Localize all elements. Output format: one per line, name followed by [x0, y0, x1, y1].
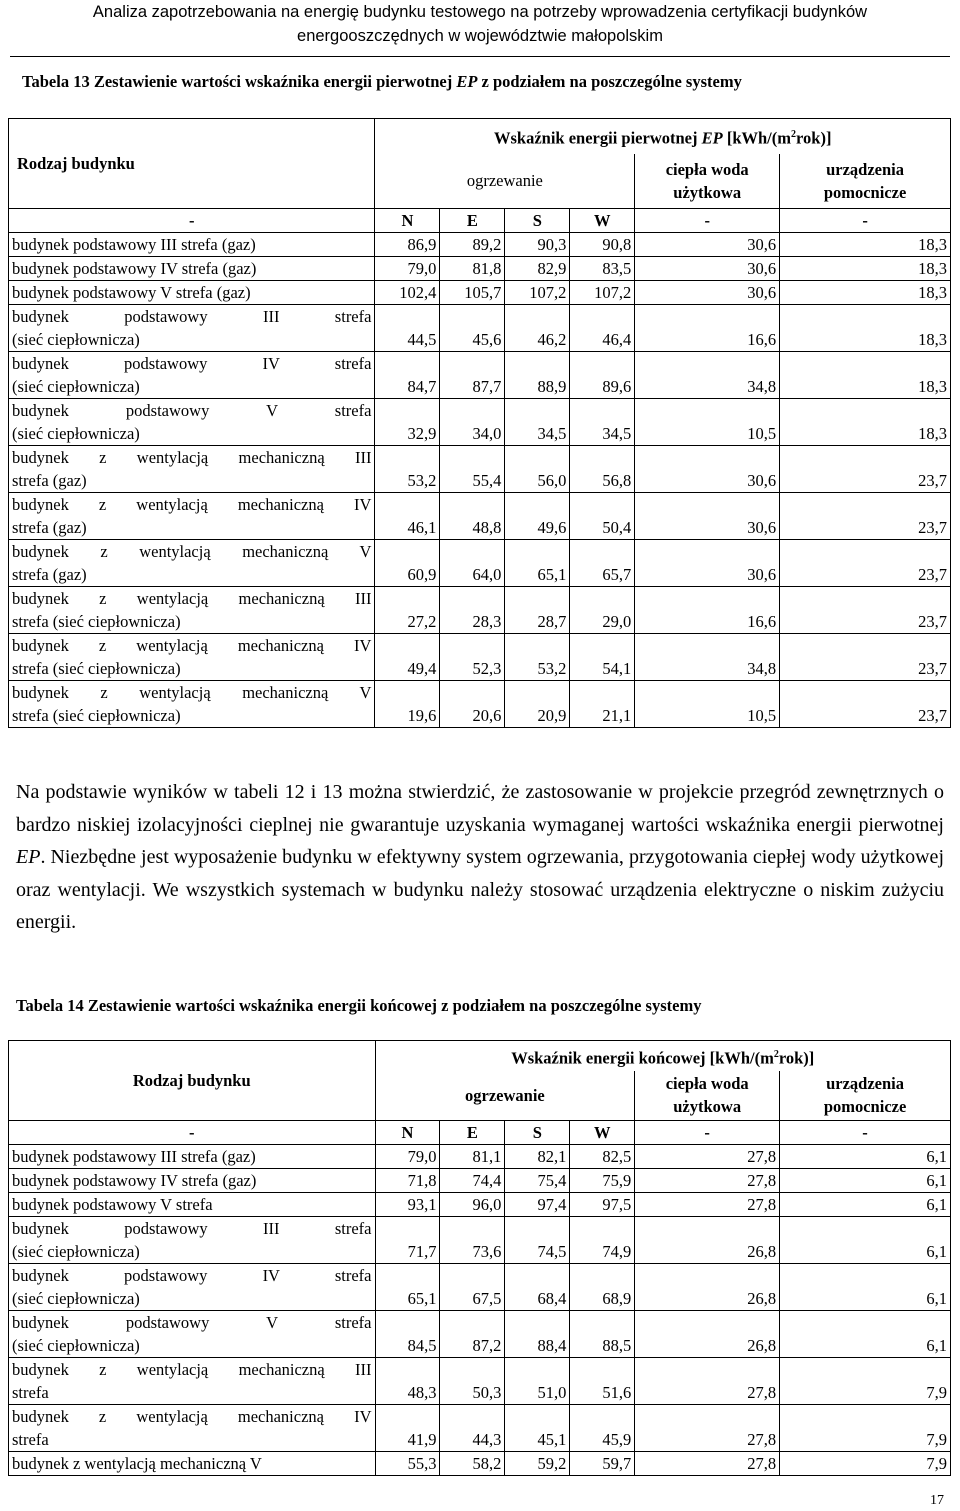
table14-col-heating: ogrzewanie: [375, 1071, 635, 1121]
table-row: [9, 1169, 951, 1193]
table14-caption: Tabela 14 Zestawienie wartości wskaźnika energii końcowej z podziałem na poszczególne systemy: [16, 996, 702, 1015]
table-cell: 10,5: [635, 399, 780, 446]
table-cell: 46,2: [505, 305, 570, 352]
table-row: [9, 399, 951, 446]
table-cell: 10,5: [635, 681, 780, 728]
table-cell: 30,6: [635, 540, 780, 587]
table14-subheader-cell: S: [505, 1121, 570, 1145]
table13-subheader-cell: -: [9, 209, 375, 233]
table14-col-water: ciepła woda użytkowa: [635, 1071, 780, 1121]
table-cell: 46,4: [570, 305, 635, 352]
table-cell: 89,2: [440, 233, 505, 257]
table-cell: 6,1: [780, 1145, 951, 1169]
table-cell: 34,0: [440, 399, 505, 446]
table13-subheader-cell: S: [505, 209, 570, 233]
table13-caption: Tabela 13 Zestawienie wartości wskaźnika energii pierwotnej EP z podziałem na poszczególne systemy: [22, 72, 742, 91]
table-cell: 65,1: [505, 540, 570, 587]
table14-col-rodzaj: Rodzaj budynku: [9, 1041, 376, 1121]
table-cell: 68,4: [505, 1264, 570, 1311]
table-cell: 59,7: [570, 1452, 635, 1476]
table-row: [9, 446, 951, 493]
table-cell: 49,4: [375, 634, 440, 681]
table-cell: 96,0: [440, 1193, 505, 1217]
table-row: [9, 1358, 951, 1405]
table-cell: 50,3: [440, 1358, 505, 1405]
table-cell: 41,9: [375, 1405, 440, 1452]
table14-group-header: Wskaźnik energii końcowej $[kWh/(m^2rok)]$: [375, 1041, 951, 1071]
table14: [8, 1040, 951, 1476]
table13-col-heating: ogrzewanie: [375, 154, 635, 209]
row-label: budynek z wentylacją mechaniczną IV strefa (sieć ciepłownicza): [9, 634, 375, 681]
table-cell: 34,5: [570, 399, 635, 446]
row-label: budynek podstawowy IV strefa (sieć ciepłownicza): [9, 352, 375, 399]
table-cell: 73,6: [440, 1217, 505, 1264]
table-cell: 102,4: [375, 281, 440, 305]
table-cell: 75,4: [505, 1169, 570, 1193]
table-cell: 86,9: [375, 233, 440, 257]
table-cell: 97,5: [570, 1193, 635, 1217]
table-cell: 88,5: [570, 1311, 635, 1358]
table14-subheader-cell: -: [9, 1121, 376, 1145]
table-cell: 34,5: [505, 399, 570, 446]
table-cell: 88,9: [505, 352, 570, 399]
row-label: budynek z wentylacją mechaniczną V strefa (sieć ciepłownicza): [9, 681, 375, 728]
table-cell: 34,8: [635, 634, 780, 681]
table-cell: 27,8: [635, 1452, 780, 1476]
table-cell: 81,8: [440, 257, 505, 281]
table14-subheader-cell: W: [570, 1121, 635, 1145]
table-cell: 65,7: [570, 540, 635, 587]
table-row: [9, 1311, 951, 1358]
table-cell: 82,9: [505, 257, 570, 281]
row-label: budynek podstawowy III strefa (sieć ciepłownicza): [9, 305, 375, 352]
body-paragraph: Na podstawie wyników w tabeli 12 i 13 można stwierdzić, że zastosowanie w projekcie przegród zewnętrznych o bardzo niskiej izolacyjności cieplnej nie gwarantuje uzyskania wymaganej wartości wskaźnika energii pierwotnej EP. Niezbędne jest wyposażenie budynku w efektywny system ogrzewania, przygotowania ciepłej wody użytkowej oraz wentylacji. We wszystkich systemach w budynku należy stosować urządzenia elektryczne o niskim zużyciu energii.: [16, 781, 944, 933]
table-cell: 18,3: [780, 257, 951, 281]
table-cell: 56,0: [505, 446, 570, 493]
table-cell: 29,0: [570, 587, 635, 634]
table-cell: 6,1: [780, 1264, 951, 1311]
table-row: [9, 281, 951, 305]
row-label: budynek z wentylacją mechaniczną III strefa (sieć ciepłownicza): [9, 587, 375, 634]
table-cell: 59,2: [505, 1452, 570, 1476]
table-cell: 55,4: [440, 446, 505, 493]
table-row: [9, 352, 951, 399]
table-cell: 58,2: [440, 1452, 505, 1476]
page-number: 17: [930, 1493, 944, 1508]
row-label: budynek podstawowy III strefa (gaz): [9, 233, 375, 257]
table-cell: 6,1: [780, 1193, 951, 1217]
table13-col-aux: urządzenia pomocnicze: [780, 154, 951, 209]
table-row: [9, 587, 951, 634]
table13-subheader-cell: E: [440, 209, 505, 233]
table-cell: 20,6: [440, 681, 505, 728]
row-label: budynek podstawowy IV strefa (sieć ciepłownicza): [9, 1264, 376, 1311]
row-label: budynek z wentylacją mechaniczną IV strefa (gaz): [9, 493, 375, 540]
table-cell: 6,1: [780, 1311, 951, 1358]
table-row: [9, 1264, 951, 1311]
table-cell: 51,6: [570, 1358, 635, 1405]
table14-subheader-cell: E: [440, 1121, 505, 1145]
row-label: budynek z wentylacją mechaniczną V: [9, 1452, 376, 1476]
table-cell: 23,7: [780, 446, 951, 493]
header-line-2: energooszczędnych w województwie małopolskim: [297, 27, 663, 45]
table-cell: 34,8: [635, 352, 780, 399]
table-row: [9, 257, 951, 281]
table-cell: 23,7: [780, 634, 951, 681]
table-cell: 67,5: [440, 1264, 505, 1311]
table-cell: 45,9: [570, 1405, 635, 1452]
table-cell: 18,3: [780, 352, 951, 399]
table-cell: 26,8: [635, 1264, 780, 1311]
table-cell: 55,3: [375, 1452, 440, 1476]
table-cell: 7,9: [780, 1405, 951, 1452]
table-cell: 23,7: [780, 493, 951, 540]
row-label: budynek podstawowy III strefa (gaz): [9, 1145, 376, 1169]
table-row: [9, 493, 951, 540]
table-row: [9, 1405, 951, 1452]
table-cell: 71,7: [375, 1217, 440, 1264]
table-cell: 18,3: [780, 305, 951, 352]
table-cell: 79,0: [375, 1145, 440, 1169]
table-cell: 6,1: [780, 1217, 951, 1264]
table14-subheader-cell: -: [635, 1121, 780, 1145]
table-cell: 30,6: [635, 233, 780, 257]
row-label: budynek podstawowy V strefa (sieć ciepłownicza): [9, 399, 375, 446]
table-cell: 90,3: [505, 233, 570, 257]
table-cell: 23,7: [780, 587, 951, 634]
table-cell: 27,8: [635, 1358, 780, 1405]
header-rule: [10, 56, 950, 57]
table-cell: 74,4: [440, 1169, 505, 1193]
table-cell: 44,3: [440, 1405, 505, 1452]
table-cell: 51,0: [505, 1358, 570, 1405]
table-cell: 18,3: [780, 281, 951, 305]
table-cell: 7,9: [780, 1452, 951, 1476]
table-cell: 27,8: [635, 1193, 780, 1217]
table-cell: 26,8: [635, 1311, 780, 1358]
table-cell: 6,1: [780, 1169, 951, 1193]
table-cell: 87,2: [440, 1311, 505, 1358]
table-cell: 74,5: [505, 1217, 570, 1264]
table-row: [9, 681, 951, 728]
table13-subheader-cell: W: [570, 209, 635, 233]
table-cell: 30,6: [635, 446, 780, 493]
table-cell: 23,7: [780, 540, 951, 587]
table-cell: 27,8: [635, 1169, 780, 1193]
table-cell: 48,3: [375, 1358, 440, 1405]
table-cell: 46,1: [375, 493, 440, 540]
table-cell: 26,8: [635, 1217, 780, 1264]
row-label: budynek podstawowy III strefa (sieć ciepłownicza): [9, 1217, 376, 1264]
table-cell: 27,8: [635, 1145, 780, 1169]
table-cell: 56,8: [570, 446, 635, 493]
table-cell: 107,2: [505, 281, 570, 305]
table-cell: 23,7: [780, 681, 951, 728]
table-cell: 45,6: [440, 305, 505, 352]
table-cell: 82,1: [505, 1145, 570, 1169]
table-cell: 81,1: [440, 1145, 505, 1169]
table-row: [9, 233, 951, 257]
table-cell: 90,8: [570, 233, 635, 257]
table-cell: 64,0: [440, 540, 505, 587]
row-label: budynek z wentylacją mechaniczną III strefa (gaz): [9, 446, 375, 493]
table13-group-header: Wskaźnik energii pierwotnej EP $[kWh/(m^2rok)]$: [375, 119, 951, 154]
table-cell: 32,9: [375, 399, 440, 446]
table-row: [9, 540, 951, 587]
table-cell: 27,8: [635, 1405, 780, 1452]
table-cell: 30,6: [635, 281, 780, 305]
table-row: [9, 634, 951, 681]
row-label: budynek podstawowy V strefa (sieć ciepłownicza): [9, 1311, 376, 1358]
table-cell: 45,1: [505, 1405, 570, 1452]
table-cell: 84,7: [375, 352, 440, 399]
table-cell: 44,5: [375, 305, 440, 352]
table-cell: 82,5: [570, 1145, 635, 1169]
table-row: [9, 1452, 951, 1476]
table-cell: 7,9: [780, 1358, 951, 1405]
table-cell: 71,8: [375, 1169, 440, 1193]
table14-subheader-row: [9, 1121, 951, 1145]
row-label: budynek z wentylacją mechaniczną IV strefa: [9, 1405, 376, 1452]
table-row: [9, 1145, 951, 1169]
table-cell: 16,6: [635, 587, 780, 634]
table-cell: 60,9: [375, 540, 440, 587]
table-cell: 30,6: [635, 257, 780, 281]
table-cell: 20,9: [505, 681, 570, 728]
table-row: [9, 1217, 951, 1264]
table-cell: 75,9: [570, 1169, 635, 1193]
table-cell: 79,0: [375, 257, 440, 281]
row-label: budynek podstawowy V strefa: [9, 1193, 376, 1217]
table-cell: 68,9: [570, 1264, 635, 1311]
table-cell: 83,5: [570, 257, 635, 281]
table-cell: 18,3: [780, 233, 951, 257]
page-header: [0, 0, 960, 48]
table13-subheader-cell: -: [635, 209, 780, 233]
table-cell: 97,4: [505, 1193, 570, 1217]
table-cell: 87,7: [440, 352, 505, 399]
table-cell: 50,4: [570, 493, 635, 540]
table-cell: 49,6: [505, 493, 570, 540]
table-cell: 16,6: [635, 305, 780, 352]
table-cell: 53,2: [505, 634, 570, 681]
table13-subheader-cell: -: [780, 209, 951, 233]
table-cell: 74,9: [570, 1217, 635, 1264]
table-cell: 93,1: [375, 1193, 440, 1217]
table-cell: 27,2: [375, 587, 440, 634]
table13: [8, 118, 951, 728]
table-cell: 107,2: [570, 281, 635, 305]
row-label: budynek podstawowy IV strefa (gaz): [9, 257, 375, 281]
table-cell: 21,1: [570, 681, 635, 728]
table-cell: 18,3: [780, 399, 951, 446]
table-cell: 105,7: [440, 281, 505, 305]
table-cell: 28,7: [505, 587, 570, 634]
table-row: [9, 305, 951, 352]
table14-subheader-cell: -: [780, 1121, 951, 1145]
table14-col-aux: urządzenia pomocnicze: [780, 1071, 951, 1121]
table-cell: 89,6: [570, 352, 635, 399]
row-label: budynek z wentylacją mechaniczną V strefa (gaz): [9, 540, 375, 587]
table-cell: 52,3: [440, 634, 505, 681]
table-cell: 19,6: [375, 681, 440, 728]
table-cell: 28,3: [440, 587, 505, 634]
table-cell: 88,4: [505, 1311, 570, 1358]
table13-subheader-cell: N: [375, 209, 440, 233]
table-cell: 48,8: [440, 493, 505, 540]
table-cell: 53,2: [375, 446, 440, 493]
table-row: [9, 1193, 951, 1217]
table-cell: 65,1: [375, 1264, 440, 1311]
table14-subheader-cell: N: [375, 1121, 440, 1145]
table-cell: 54,1: [570, 634, 635, 681]
row-label: budynek podstawowy IV strefa (gaz): [9, 1169, 376, 1193]
table13-col-rodzaj: Rodzaj budynku: [9, 119, 375, 209]
row-label: budynek podstawowy V strefa (gaz): [9, 281, 375, 305]
table13-col-water: ciepła woda użytkowa: [635, 154, 780, 209]
row-label: budynek z wentylacją mechaniczną III strefa: [9, 1358, 376, 1405]
table-cell: 30,6: [635, 493, 780, 540]
table13-subheader-row: [9, 209, 951, 233]
table-cell: 84,5: [375, 1311, 440, 1358]
header-line-1: Analiza zapotrzebowania na energię budynku testowego na potrzeby wprowadzenia certyfikacji budynków: [92, 3, 868, 21]
